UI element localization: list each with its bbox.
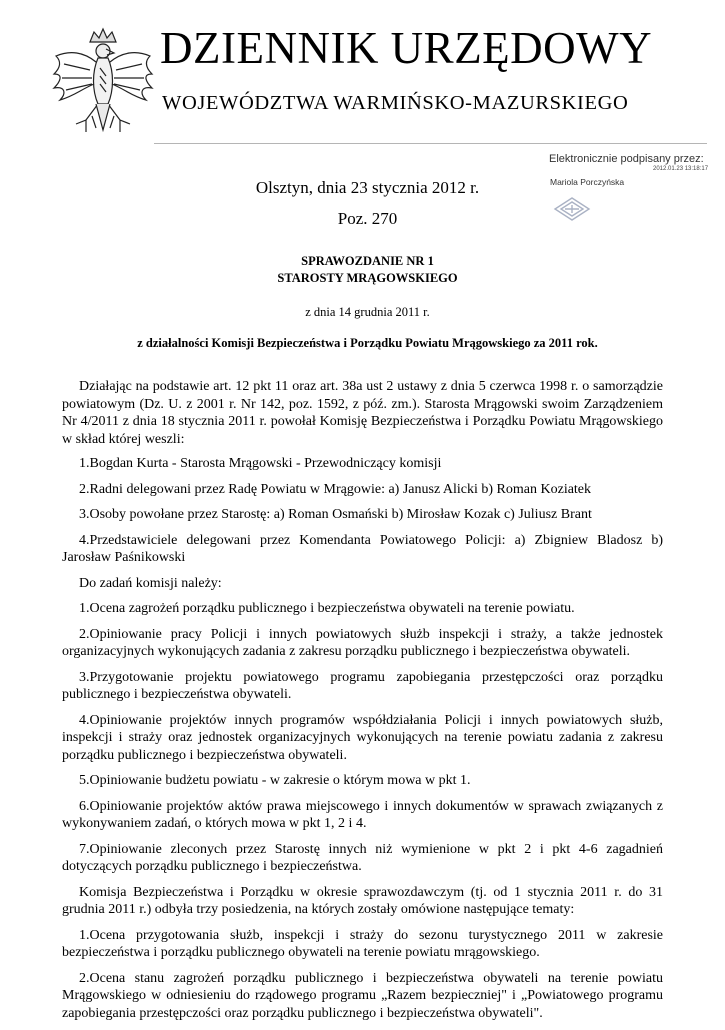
body-paragraph: Do zadań komisji należy: bbox=[79, 575, 222, 591]
body-paragraph: 1.Ocena przygotowania służb, inspekcji i straży do sezonu turystycznego 2011 w zakresie bezpieczeństwa i porządku publicznego obywateli na terenie powiatu mrągowskiego. bbox=[62, 927, 663, 960]
document-heading-line2: STAROSTY MRĄGOWSKIEGO bbox=[277, 271, 458, 285]
place-and-date: Olsztyn, dnia 23 stycznia 2012 r. bbox=[255, 178, 480, 197]
body-paragraph: 2.Opiniowanie pracy Policji i innych powiatowych służb inspekcji i straży, a także jednostek organizacyjnych wykonujących zadania z zakresu porządku publicznego i bezpieczeństwa obywateli. bbox=[62, 626, 663, 659]
body-paragraph: 4.Opiniowanie projektów innych programów współdziałania Policji i innych powiatowych służb, inspekcji i straży oraz jednostek organizacyjnych wykonujących na terenie powiatu zadania z zakresu porządku publicznego i bezpieczeństwa obywateli. bbox=[62, 712, 663, 763]
position-number: Poz. 270 bbox=[337, 209, 398, 228]
signature-name: Mariola Porczyńska bbox=[550, 177, 625, 187]
body-paragraph: 7.Opiniowanie zleconych przez Starostę innych niż wymienione w pkt 2 i pkt 4-6 zagadnień dotyczących porządku publicznego i bezpieczeństwa. bbox=[62, 841, 663, 874]
report-subject: z działalności Komisji Bezpieczeństwa i Porządku Powiatu Mrągowskiego za 2011 rok. bbox=[137, 336, 598, 350]
journal-subtitle: WOJEWÓDZTWA WARMIŃSKO-MAZURSKIEGO bbox=[162, 92, 629, 114]
document-heading-line1: SPRAWOZDANIE NR 1 bbox=[301, 254, 434, 268]
body-paragraph: Komisja Bezpieczeństwa i Porządku w okresie sprawozdawczym (tj. od 1 stycznia 2011 r. do 31 grudnia 2011 r.) odbyła trzy posiedzenia, na których zostały omówione następujące tematy: bbox=[62, 884, 663, 917]
document-body bbox=[62, 378, 663, 1030]
body-paragraph: 1.Bogdan Kurta - Starosta Mrągowski - Przewodniczący komisji bbox=[79, 456, 442, 471]
body-paragraph: 4.Przedstawiciele delegowani przez Komendanta Powiatowego Policji: a) Zbigniew Bladosz b) Jarosław Paśnikowski bbox=[62, 532, 663, 565]
body-paragraph: 6.Opiniowanie projektów aktów prawa miejscowego i innych dokumentów w sprawach związanych z wykonywaniem zadań, o których mowa w pkt 1, 2 i 4. bbox=[62, 798, 663, 831]
body-paragraph: 5.Opiniowanie budżetu powiatu - w zakresie o którym mowa w pkt 1. bbox=[79, 773, 471, 788]
body-paragraph: 2.Radni delegowani przez Radę Powiatu w Mrągowie: a) Janusz Alicki b) Roman Koziatek bbox=[79, 481, 592, 497]
signature-label: Elektronicznie podpisany przez: bbox=[549, 153, 704, 165]
signature-datetime: 2012.01.23 13:18:17 bbox=[653, 166, 709, 172]
header-divider bbox=[154, 143, 707, 144]
body-paragraph: 3.Przygotowanie projektu powiatowego programu zapobiegania przestępczości oraz porządku publicznego i bezpieczeństwa obywateli. bbox=[62, 669, 663, 702]
report-date: z dnia 14 grudnia 2011 r. bbox=[305, 305, 430, 319]
journal-title: DZIENNIK URZĘDOWY bbox=[160, 23, 653, 73]
body-paragraph: 1.Ocena zagrożeń porządku publicznego i bezpieczeństwa obywateli na terenie powiatu. bbox=[79, 601, 575, 616]
body-paragraph: Działając na podstawie art. 12 pkt 11 oraz art. 38a ust 2 ustawy z dnia 5 czerwca 1998 r. o samorządzie powiatowym (Dz. U. z 2001 r. Nr 142, poz. 1592, z póź. zm.). Starosta Mrągowski swoim Zarządzeniem Nr 4/2011 z dnia 18 stycznia 2011 r. powołał Komisję Bezpieczeństwa i Porządku Powiatu Mrągowskiego w skład której weszli: bbox=[62, 379, 663, 447]
body-paragraph: 2.Ocena stanu zagrożeń porządku publicznego i bezpieczeństwa obywateli na terenie powiatu Mrągowskiego w odniesieniu do rządowego programu „Razem bezpieczniej" i „Powiatowego programu zapobiegania przestępczości oraz porządku publicznego i bezpieczeństwa obywateli". bbox=[62, 970, 663, 1021]
white-eagle-emblem-icon bbox=[46, 20, 160, 140]
body-paragraph: 3.Osoby powołane przez Starostę: a) Roman Osmański b) Mirosław Kozak c) Juliusz Brant bbox=[79, 507, 592, 522]
